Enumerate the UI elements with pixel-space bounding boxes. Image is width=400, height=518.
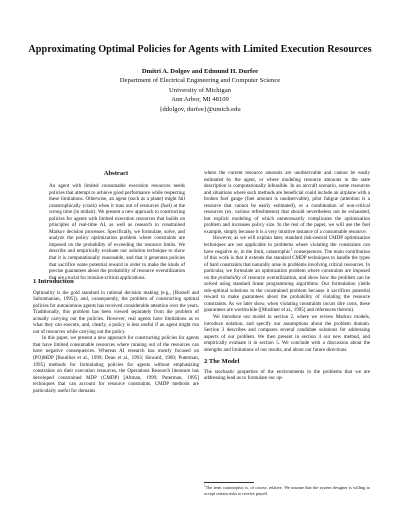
author-block — [0, 67, 400, 114]
footnote-divider — [204, 482, 254, 483]
intro-paragraph-1: Optimality is the gold standard in rational decision making (e.g., [Russell and Subramanian, 1995]), and, consequently, the problem of constructing optimal policies for autonomous agents has received considerable attention over the years. Traditionally, this problem has been viewed separately from the problem of actually carrying out the policies. However, real agents have limitations as to what they can execute, and, clearly, a policy is less useful if an agent might run out of resources while carrying out the policy. — [33, 289, 199, 335]
author-department: Department of Electrical Engineering and Computer Science — [119, 77, 281, 85]
author-city: Ann Arbor, MI 48109 — [171, 96, 229, 104]
right-paragraph-2-c: of resource overutilization, and show how the problem can be solved using standard linear programming algorithms. Our formulation yields sub-optimal solutions to the constrained problem because it sacrifices potential reward to make guarantees about the probability of violating the resource constraints. As we later show, when violating constraints incurs dire costs, these guarantees are worthwhile ([Musliner et al., 1995] and references therein). — [204, 274, 370, 314]
footnote-text: The term catastrophic is, of course, relative. We assume that the system designer is willing to accept certain risks to receive payoff. — [204, 485, 370, 496]
author-university: University of Michigan — [169, 86, 231, 94]
author-email: {ddolgov, durfee}@umich.edu — [159, 105, 241, 113]
model-paragraph-1: The stochastic properties of the environments in the problems that we are addressing lead us to formulate our op- — [204, 368, 370, 382]
intro-paragraph-2: In this paper, we present a new approach for constructing policies for agents that have limited consumable resources where running out of the resources can have negative consequences. Whereas AI research has mostly focused on (PO)MDP [Boutilier et al., 1999; Dean et al., 1993; Howard, 1960; Puterman, 1995] methods for formulating policies for agents without emphasizing constraints on their execution resources, the Operations Research literature has developed constrained MDP (CMDP) [Altman, 1999; Puterman, 1995] techniques that can account for resource constraints. CMDP methods are particularly useful for domains — [33, 335, 199, 394]
right-column — [204, 170, 370, 382]
abstract-heading: Abstract — [103, 170, 129, 177]
abstract-text: An agent with limited consumable execution resources needs policies that attempt to achieve good performance while respecting these limitations. Otherwise, an agent (such as a plane) might fail catastrophically (crash) when it runs out of resources (fuel) at the wrong time (in midair). We present a new approach to constructing policies for agents with limited execution resources that builds on principles of real-time AI, as well as research in constrained Markov decision processes. Specifically, we formulate, solve, and analyze the policy optimization problem where constraints are imposed on the probability of exceeding the resource limits. We describe and empirically evaluate our solution technique to show that it is computationally reasonable, and that it generates policies that sacrifice some potential reward in order to make the kinds of precise guarantees about the probability of resource overutilization that are crucial for mission-critical applications. — [49, 183, 185, 281]
right-paragraph-2 — [204, 235, 370, 314]
emphasis-probability: probability — [218, 274, 241, 281]
right-paragraph-2-b: consequences. The main contribution of this work is that it extends the standard CMDP techniques to handle the types of hard constraints that naturally arise in problems involving critical resources. In particular, we formulate an optimization problem where constraints are imposed on the — [204, 248, 370, 281]
right-paragraph-3: We introduce our model in section 2, where we review Markov models, introduce notation, and specify our assumptions about the problem domain. Section 3 describes and compares several candidate solutions for addressing aspects of our problem. We then present in section 4 our new method, and empirically evaluate it in section 5. We conclude with a discussion about the strengths and limitations of our results, and about our future directions. — [204, 314, 370, 353]
footnote-ref: 1 — [290, 246, 293, 251]
intro-heading: 1 Introduction — [33, 278, 74, 285]
footnote — [204, 485, 370, 496]
left-column-intro — [33, 279, 199, 394]
model-heading: 2 The Model — [204, 358, 240, 366]
footnote-mark: 1 — [204, 483, 206, 488]
paper-title: Approximating Optimal Policies for Agents with Limited Execution Resources — [28, 44, 372, 55]
right-paragraph-1: where the current resource amounts are unobservable and cannot be easily estimated by the agent, or where modeling resource amounts in the state description is computationally infeasible. In an aircraft scenario, some resources and situations where such methods are beneficial could include an airplane with a broken fuel gauge (fuel amount is unobservable), pilot fatigue (attention is a resource that cannot be easily estimated), or a combination of non-critical resources (ex. various refreshments) that should nevertheless not be exhausted, but explicit modeling of which unnecessarily complicates the optimization problem and increases policy size. In the rest of the paper, we will use the fuel example, simply because it is a very intuitive instance of a consumable resource. — [204, 170, 370, 235]
author-names: Dmitri A. Dolgov and Edmund H. Durfee — [141, 68, 259, 75]
right-paragraph-2-a: However, as we will explain later, standard risk-neutral CMDP optimization techniques are not applicable to problems where violating the constraints can have negative or, in the limit, catastrophic — [204, 235, 370, 255]
